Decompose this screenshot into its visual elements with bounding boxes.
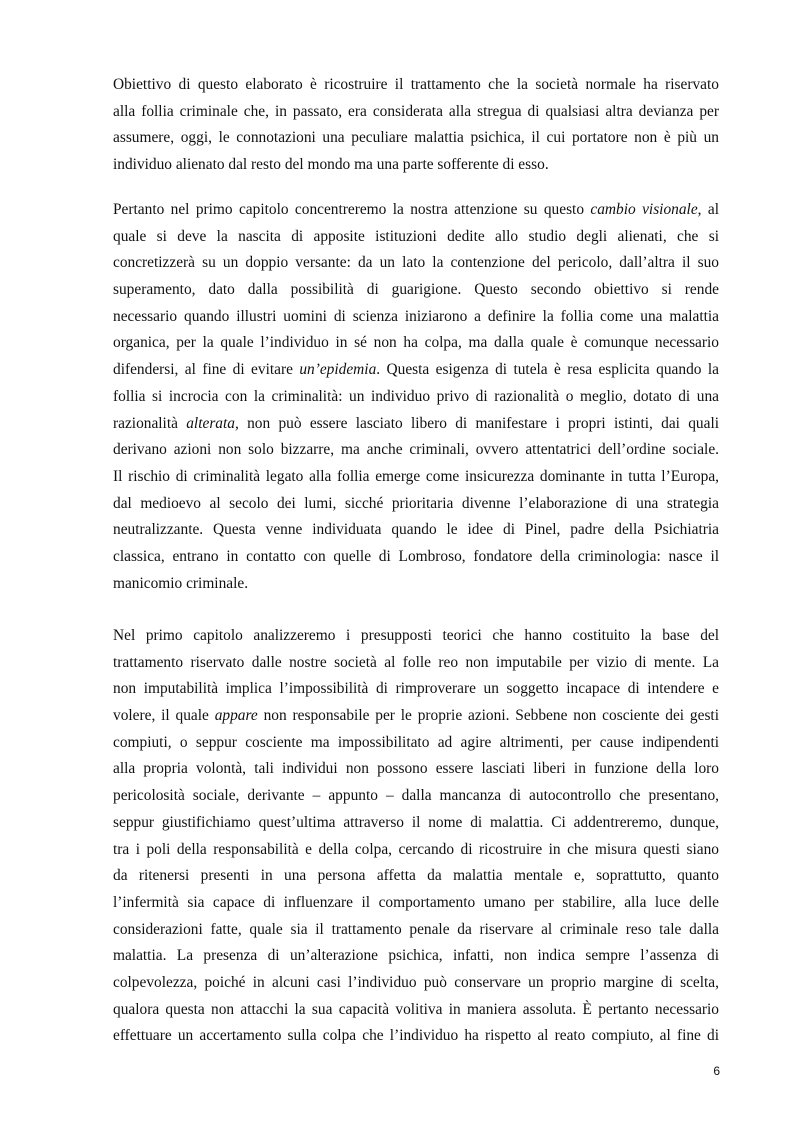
page-number: 6 — [713, 1064, 720, 1078]
text-line: pericolosità sociale, derivante – appunto – dalla mancanza di autocontrollo che presentano, — [113, 787, 719, 805]
text-line: quale si deve la nascita di apposite istituzioni dedite allo studio degli alienati, che si — [113, 227, 719, 245]
text-line: trattamento riservato dalle nostre società al folle reo non imputabile per vizio di mente. La — [113, 653, 719, 671]
text-line: colpevolezza, poiché in alcuni casi l’individuo può conservare un proprio margine di scelta, — [113, 973, 719, 991]
text-line: non imputabilità implica l’impossibilità di rimproverare un soggetto incapace di intendere e — [113, 680, 719, 698]
text-segment: razionalità — [113, 414, 187, 432]
text-line: tra i poli della responsabilità e della colpa, cercando di ricostruire in che misura questi siano — [113, 840, 719, 858]
text-line: follia si incrocia con la criminalità: un individuo privo di razionalità o meglio, dotato di una — [113, 387, 719, 405]
text-line: manicomio criminale. — [113, 574, 249, 592]
italic-phrase: appare — [214, 707, 258, 725]
text-line: Il rischio di criminalità legato alla follia emerge come insicurezza dominante in tutta l’Europa, — [113, 467, 719, 485]
text-line: superamento, dato dalla possibilità di guarigione. Questo secondo obiettivo si rende — [113, 281, 719, 299]
text-segment: . Questa esigenza di tutela è resa esplicita quando la — [376, 361, 719, 379]
text-segment: , al — [697, 201, 719, 218]
text-line: Nel primo capitolo analizzeremo i presupposti teorici che hanno costituito la base del — [113, 627, 719, 644]
paragraph-3 — [113, 623, 719, 1050]
text-line: alla propria volontà, tali individui non possono essere lasciati liberi in funzione della loro — [113, 760, 719, 778]
text-line: alla follia criminale che, in passato, era considerata alla stregua di qualsiasi altra devianza per — [113, 102, 719, 120]
text-line: derivano azioni non solo bizzarre, ma anche criminali, ovvero attentatrici dell’ordine sociale. — [113, 441, 719, 459]
text-segment: volere, il quale — [113, 707, 215, 725]
text-line: necessario quando illustri uomini di scienza iniziarono a definire la follia come una malattia — [113, 307, 719, 325]
text-segment: , non può essere lasciato libero di manifestare i propri istinti, dai quali — [234, 414, 720, 432]
text-line: qualora questa non attacchi la sua capacità volitiva in maniera assoluta. È pertanto necessario — [113, 1000, 719, 1018]
text-line: Obiettivo di questo elaborato è ricostruire il trattamento che la società normale ha riservato — [113, 76, 719, 93]
text-line: neutralizzante. Questa venne individuata quando le idee di Pinel, padre della Psichiatria — [113, 521, 719, 539]
text-line: compiuti, o seppur cosciente ma impossibilitato ad agire altrimenti, per cause indipendenti — [113, 733, 719, 751]
text-line: classica, entrano in contatto con quelle di Lombroso, fondatore della criminologia: nasce il — [113, 547, 719, 565]
text-line: dal medioevo al secolo dei lumi, sicché prioritaria divenne l’elaborazione di una strategia — [113, 494, 719, 512]
text-line: concretizzerà su un doppio versante: da un lato la contenzione del pericolo, dall’altra il suo — [113, 254, 719, 272]
text-line: assumere, oggi, le connotazioni una peculiare malattia psichica, il cui portatore non è più un — [113, 129, 719, 147]
text-line: da ritenersi presenti in una persona affetta da malattia mentale e, soprattutto, quanto — [113, 867, 719, 885]
italic-phrase: alterata — [186, 414, 235, 432]
italic-phrase: cambio visionale — [590, 201, 698, 218]
paragraph-2 — [113, 197, 719, 597]
text-line: l’infermità sia capace di influenzare il comportamento umano per stabilire, alla luce delle — [113, 893, 719, 911]
text-line: malattia. La presenza di un’alterazione psichica, infatti, non indica sempre l’assenza di — [113, 947, 719, 965]
text-segment: non responsabile per le proprie azioni. Sebbene non cosciente dei gesti — [257, 707, 719, 725]
text-segment: Pertanto nel primo capitolo concentreremo la nostra attenzione su questo — [113, 201, 591, 218]
text-line — [113, 703, 719, 730]
text-line — [113, 197, 719, 224]
text-line: effettuare un accertamento sulla colpa che l’individuo ha rispetto al reato compiuto, al fine di — [113, 1027, 719, 1045]
italic-phrase: un’epidemia — [299, 361, 377, 379]
text-segment: difendersi, al fine di evitare — [113, 361, 300, 379]
paragraph-1 — [113, 72, 719, 179]
text-line — [113, 411, 719, 438]
text-line: organica, per la quale l’individuo in sé non ha colpa, ma dalla quale è comunque necessario — [113, 334, 719, 352]
text-line: seppur giustifichiamo quest’ultima attraverso il nome di malattia. Ci addentreremo, dunque, — [113, 813, 719, 831]
text-line: individuo alienato dal resto del mondo ma una parte sofferente di esso. — [113, 156, 549, 174]
text-line — [113, 357, 719, 384]
text-line: considerazioni fatte, quale sia il trattamento penale da riservare al criminale reso tale dalla — [113, 920, 719, 938]
